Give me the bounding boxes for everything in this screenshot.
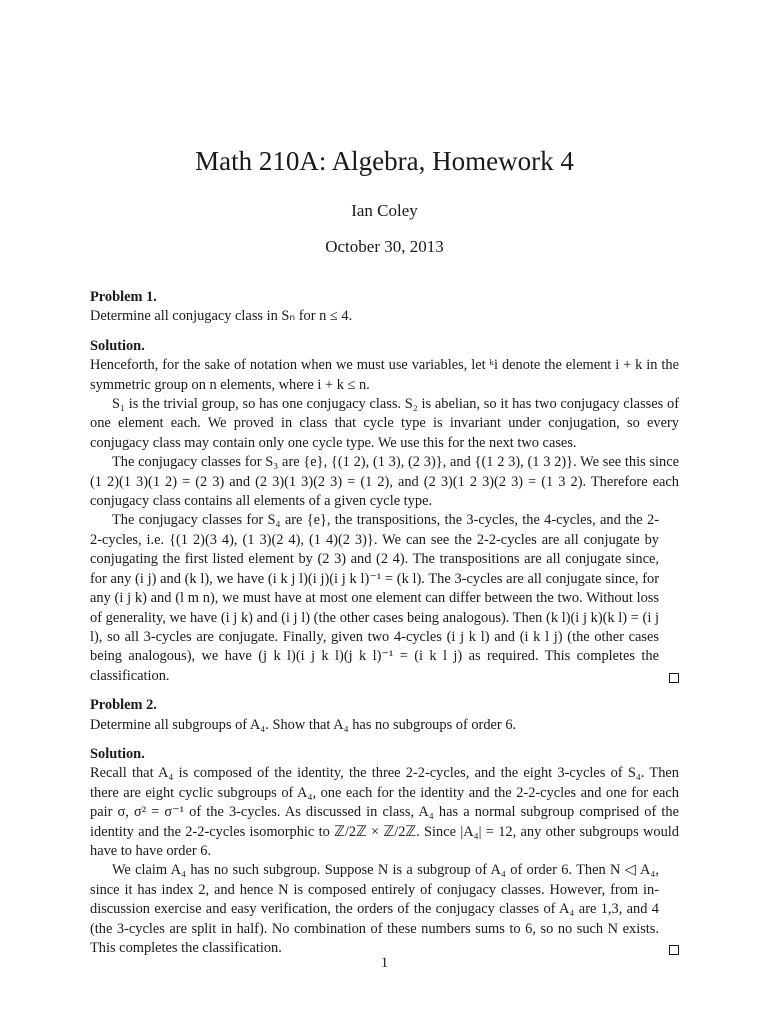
problem-2-heading: Problem 2. <box>90 697 157 714</box>
problem-2-statement: Determine all subgroups of A₄. Show that A₄ has no subgroups of order 6. <box>90 716 517 733</box>
qed-square-icon <box>669 945 679 955</box>
document-body <box>90 288 679 958</box>
problem-2-paragraph: Recall that A₄ is composed of the identity, the three 2-2-cycles, and the eight 3-cycles of S₄. Then there are eight cyclic subgroups of A₄, one each for the identity and the 2-2-cycles and one for each pair σ, σ² = σ⁻¹ of the 3-cycles. As discussed in class, A₄ has a normal subgroup comprised of the identity and the 2-2-cycles isomorphic to ℤ/2ℤ × ℤ/2ℤ. Since |A₄| = 12, any other subgroups would have to have order 6. <box>90 765 679 859</box>
problem-1-paragraph: The conjugacy classes for S₃ are {e}, {(1 2), (1 3), (2 3)}, and {(1 2 3), (1 3 2)}. We see this since (1 2)(1 3)(1 2) = (2 3) and (2 3)(1 3)(2 3) = (1 2), and (2 3)(1 2 3)(2 3) = (1 3 2). Therefore each conjugacy class contains all elements of a given cycle type. <box>90 454 679 510</box>
document-title: Math 210A: Algebra, Homework 4 <box>195 146 574 176</box>
page-number: 1 <box>380 955 389 971</box>
document-page <box>90 0 679 1024</box>
problem-1-paragraph: The conjugacy classes for S₄ are {e}, the transpositions, the 3-cycles, the 4-cycles, and the 2-2-cycles, i.e. {(1 2)(3 4), (1 3)(2 4), (1 4)(2 3)}. We can see the 2-2-cycles are all conjugate by conjugating the first listed element by (2 3) and (2 4). The transpositions are all conjugate since, for any (i j) and (k l), we have (i k j l)(i j)(i j k l)⁻¹ = (k l). The 3-cycles are all conjugate since, for any (i j k) and (l m n), we must have at most one element can differ between the two. Without loss of generality, we have (i j k) and (i j l) (the other cases being analogous). Then (k l)(i j k)(k l) = (i j l), so all 3-cycles are conjugate. Finally, given two 4-cycles (i j k l) and (i k l j) (the other cases being analogous), we have (j k l)(i j k l)(j k l)⁻¹ = (i k l j) as required. This completes the classification. <box>90 512 659 684</box>
problem-1-statement: Determine all conjugacy class in Sₙ for n ≤ 4. <box>90 308 353 325</box>
problem-2-paragraph: We claim A₄ has no such subgroup. Suppose N is a subgroup of A₄ of order 6. Then N ◁ A₄, since it has index 2, and hence N is composed entirely of conjugacy classes. However, from in-discussion exercise and easy verification, the orders of the conjugacy classes of A₄ are 1,3, and 4 (the 3-cycles are split in half). No combination of these numbers sums to 6, so no such N exists. This completes the classification. <box>90 862 659 956</box>
problem-1-solution-heading: Solution. <box>90 337 145 354</box>
problem-1-paragraph: Henceforth, for the sake of notation when we must use variables, let ᵏi denote the element i + k in the symmetric group on n elements, where i + k ≤ n. <box>90 357 679 393</box>
problem-2-final-block <box>90 861 679 958</box>
spacer <box>90 686 679 696</box>
problem-2-solution-heading: Solution. <box>90 745 145 762</box>
spacer <box>90 327 679 337</box>
problem-1-final-block <box>90 511 679 686</box>
problem-1-paragraph: S₁ is the trivial group, so has one conjugacy class. S₂ is abelian, so it has two conjugacy classes of one element each. We proved in class that cycle type is invariant under conjugation, so every conjugacy class may contain only one cycle type. We use this for the next two cases. <box>90 396 679 451</box>
document-author: Ian Coley <box>351 201 418 220</box>
spacer <box>90 735 679 745</box>
qed-square-icon <box>669 673 679 683</box>
document-date: October 30, 2013 <box>325 237 444 256</box>
problem-1-heading: Problem 1. <box>90 289 157 305</box>
